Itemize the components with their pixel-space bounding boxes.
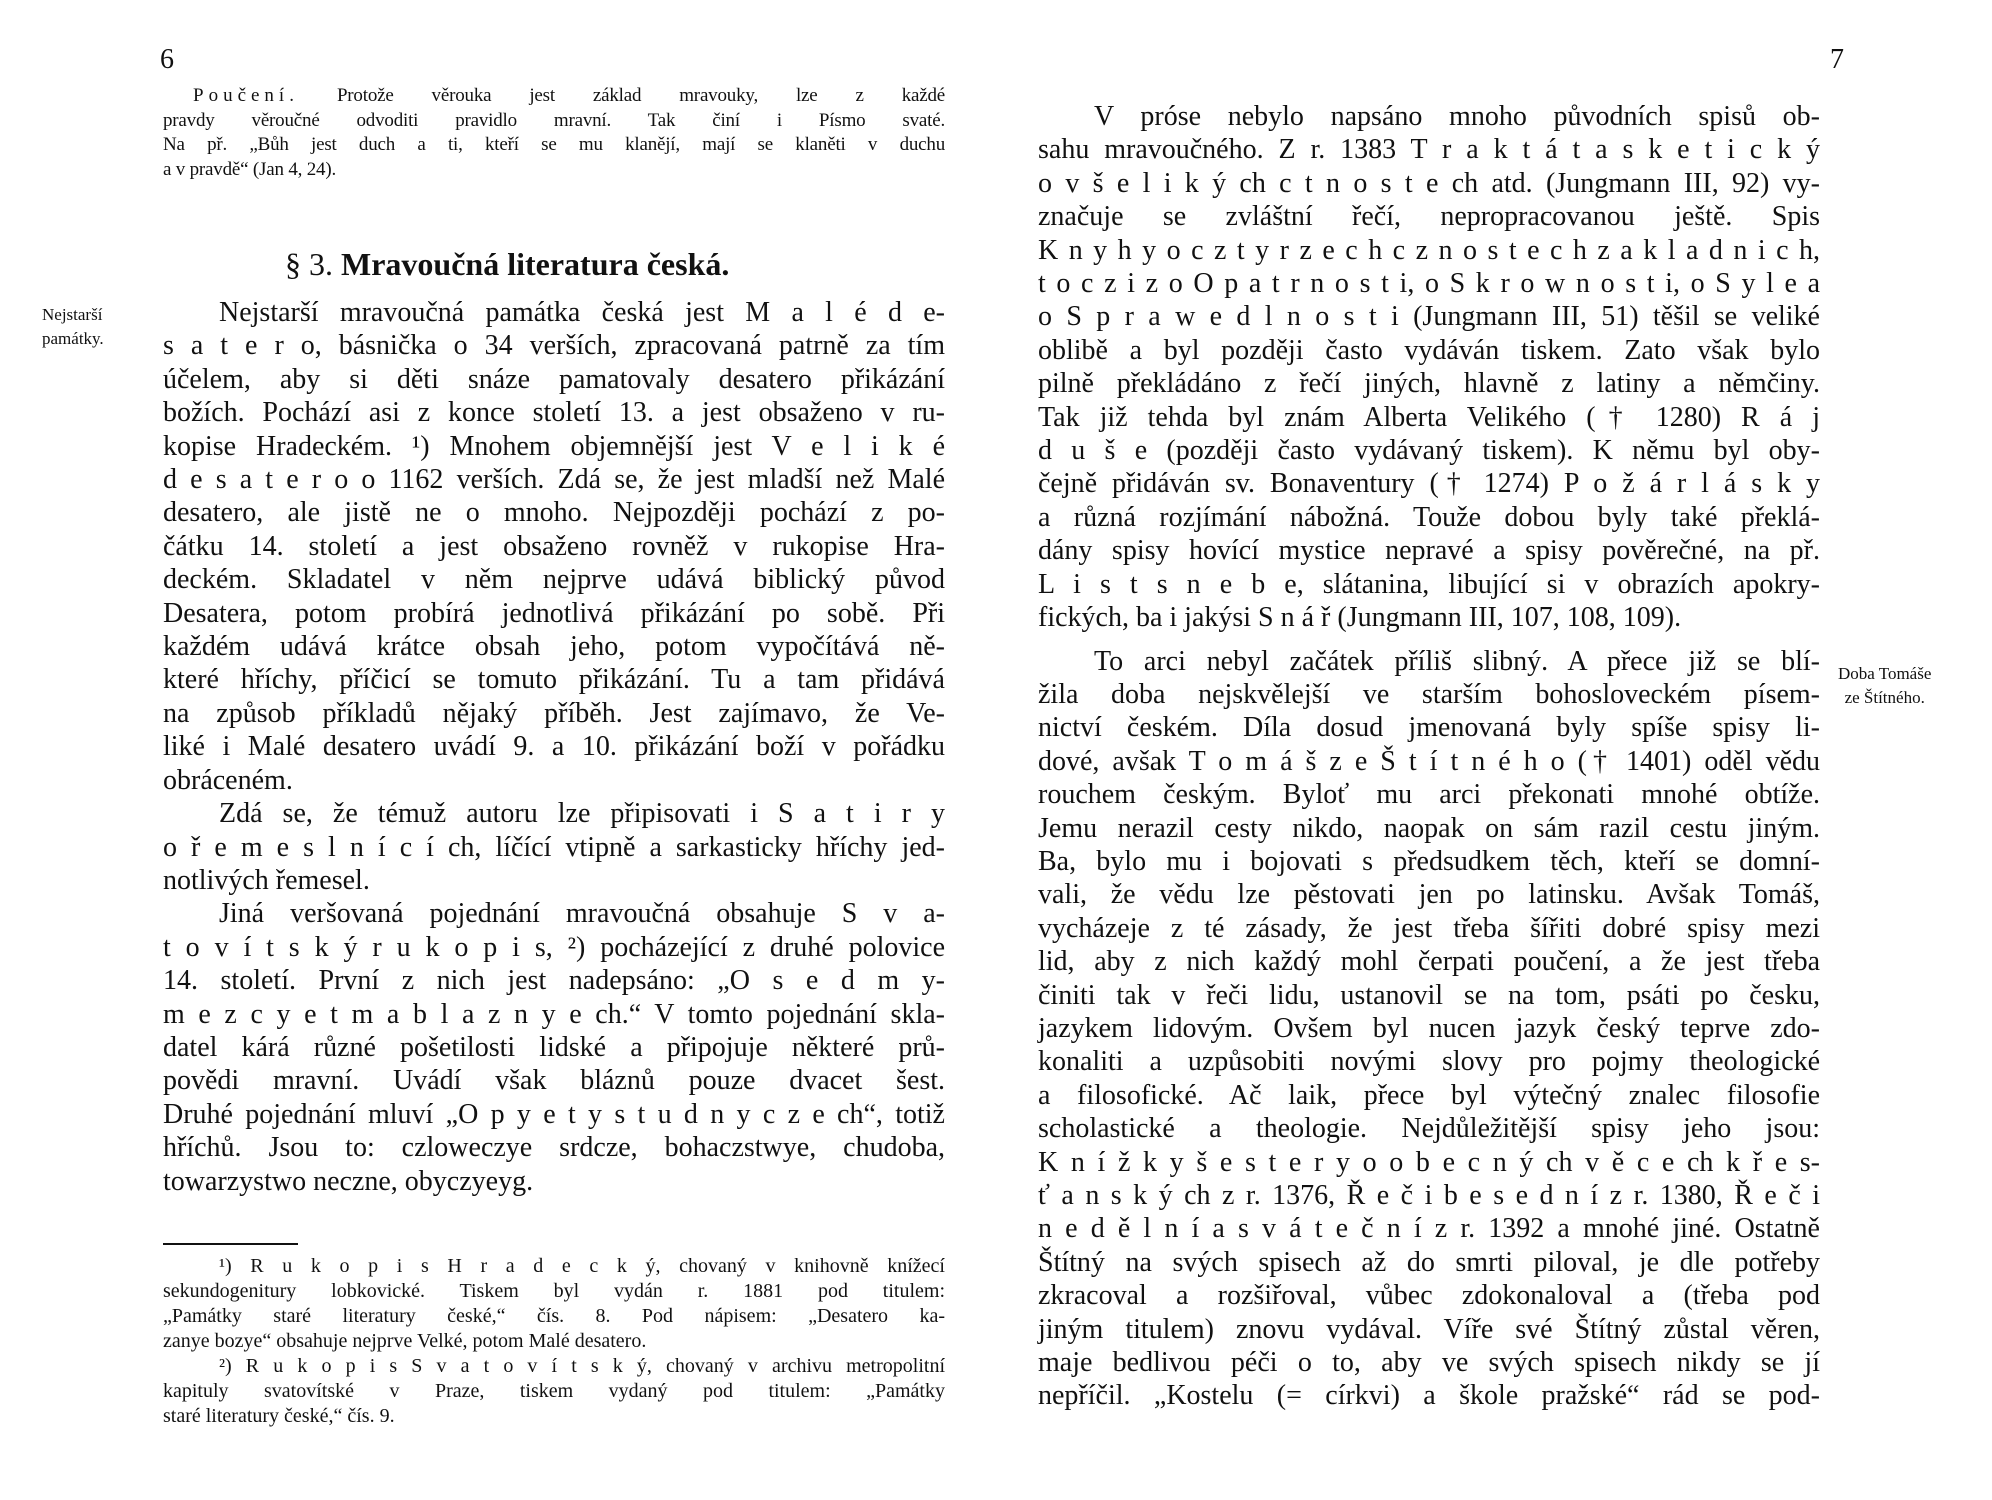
text-line: nictví českém. Díla dosud jmenovaná byly spíše spisy li- <box>1038 712 1820 744</box>
text-line: fických, ba i jakýsi S n á ř (Jungmann III, 107, 108, 109). <box>1038 602 1682 634</box>
text-line: t o v í t s k ý r u k o p i s, ²) pocházející z druhé polovice <box>163 931 945 963</box>
text-line: a v pravdě“ (Jan 4, 24). <box>163 158 336 180</box>
text-line: zanye bozye“ obsahuje nejprve Velké, potom Malé desatero. <box>163 1330 647 1352</box>
text-line: desatero, ale jistě ne o mnoho. Nejpozději pochází z po- <box>163 497 945 529</box>
text-line: lid, aby z nich každý mohl čerpati poučení, a že jest třeba <box>1038 946 1820 978</box>
text-line: které hříchy, příčicí se tomuto přikázání. Tu a tam přidává <box>163 664 945 696</box>
text-line: ²) R u k o p i s S v a t o v í t s k ý, chovaný v archivu metropolitní <box>219 1355 945 1377</box>
text-line: sahu mravoučného. Z r. 1383 T r a k t á t a s k e t i c k ý <box>1038 134 1820 166</box>
text-line: značuje se zvláštní řečí, nepropracovanou ještě. Spis <box>1038 201 1820 233</box>
text-line: čejně přidáván sv. Bonaventury († 1274) P o ž á r l á s k y <box>1038 468 1820 500</box>
text-line: liké i Malé desatero uvádí 9. a 10. přikázání boží v pořádku <box>163 731 945 763</box>
text-line: Druhé pojednání mluví „O p y e t y s t u d n y c z e ch“, totiž <box>163 1098 945 1130</box>
text-line: pravdy věroučné odvoditi pravidlo mravní. Tak činí i Písmo svaté. <box>163 109 945 131</box>
text-line: „Památky staré literatury české,“ čís. 8. Pod nápisem: „Desatero ka- <box>163 1305 945 1327</box>
text-line: Štítný na svých spisech až do smrti piloval, je dle potřeby <box>1038 1246 1820 1278</box>
body-text <box>1038 100 1820 1413</box>
section-title: Mravoučná literatura česká. <box>341 246 730 282</box>
text-line: povědi mravní. Uvádí však bláznů pouze dvacet šest. <box>163 1065 945 1097</box>
page-number: 6 <box>160 44 174 75</box>
text-line: d u š e (později často vydávaný tiskem). K němu byl oby- <box>1038 435 1820 467</box>
text-line: d e s a t e r o o 1162 verších. Zdá se, že jest mladší než Malé <box>163 464 945 496</box>
paragraph <box>163 296 945 797</box>
text-line: Na př. „Bůh jest duch a ti, kteří se mu klanějí, mají se klaněti v duchu <box>163 134 945 155</box>
text-line: na způsob příkladů nějaký příběh. Jest zajímavo, že Ve- <box>163 697 945 729</box>
paragraph <box>1038 100 1820 635</box>
paragraph <box>163 797 945 897</box>
text-line: ¹) R u k o p i s H r a d e c k ý, chovaný v knihovně knížecí <box>219 1255 945 1277</box>
text-line: božích. Pochází asi z konce století 13. a jest obsaženo v ru- <box>163 397 945 429</box>
text-line: a filosofické. Ač laik, přece byl výtečný znalec filosofie <box>1038 1079 1820 1111</box>
text-line: Jemu nerazil cesty nikdo, naopak on sám razil cestu jiným. <box>1038 812 1820 844</box>
text-line: V próse nebylo napsáno mnoho původních spisů ob- <box>1094 101 1820 132</box>
text-line: a různá rozjímání nábožná. Touže dobou byly také překlá- <box>1038 501 1820 533</box>
text-line: každém udává krátce obsah jeho, potom vypočítává ně- <box>163 631 945 663</box>
text-line: vali, že vědu lze pěstovati jen po latinsku. Avšak Tomáš, <box>1038 879 1820 911</box>
text-line: účelem, aby si děti snáze pamatovaly desatero přikázání <box>163 363 945 395</box>
text-line: sekundogenitury lobkovické. Tiskem byl vydán r. 1881 pod titulem: <box>163 1280 945 1302</box>
text-line: Zdá se, že témuž autoru lze připisovati i S a t i r y <box>219 798 945 830</box>
lesson-paragraph <box>163 84 945 182</box>
paragraph <box>1038 645 1820 1413</box>
text-line: Poučení. Protože věrouka jest základ mravouky, lze z každé <box>193 85 945 106</box>
text-line: jazykem lidovým. Ovšem byl nucen jazyk český teprve zdo- <box>1038 1012 1820 1044</box>
text-line: Tak již tehda byl znám Alberta Velikého († 1280) R á j <box>1038 401 1820 433</box>
footnotes <box>163 1254 945 1429</box>
text-line: rouchem českým. Byloť mu arci překonati mnohé obtíže. <box>1038 779 1820 811</box>
text-line: deckém. Skladatel v něm nejprve udává biblický původ <box>163 564 945 596</box>
text-line: Desatera, potom probírá jednotlivá přikázání po sobě. Při <box>163 597 945 629</box>
text-line: dové, avšak T o m á š z e Š t í t n é h o († 1401) oděl vědu <box>1038 745 1820 777</box>
paragraph <box>163 897 945 1198</box>
lesson-label: Poučení. <box>193 85 299 106</box>
footnote-1 <box>163 1254 945 1354</box>
text-line: konaliti a uzpůsobiti novými slovy pro pojmy theologické <box>1038 1046 1820 1078</box>
text-line: vycházeje z té zásady, že jest třeba šířiti dobré spisy mezi <box>1038 912 1820 944</box>
text-line: hříchů. Jsou to: czloweczye srdcze, bohaczstwye, chudoba, <box>163 1132 945 1164</box>
text-line: čátku 14. století a jest obsaženo rovněž v rukopise Hra- <box>163 530 945 562</box>
text-line: Jiná veršovaná pojednání mravoučná obsahuje S v a- <box>219 898 945 930</box>
margin-note: Nejstarší památky. <box>42 305 104 348</box>
page-number: 7 <box>1830 44 1844 75</box>
footnote-divider <box>163 1243 298 1245</box>
text-line: staré literatury české,“ čís. 9. <box>163 1405 395 1427</box>
text-line: obráceném. <box>163 764 293 796</box>
text-line: notlivých řemesel. <box>163 864 370 896</box>
text-line: o v š e l i k ý ch c t n o s t e ch atd. (Jungmann III, 92) vy- <box>1038 167 1820 199</box>
text-line: To arci nebyl začátek příliš slibný. A přece již se blí- <box>1094 645 1820 677</box>
text-line: činiti tak v řeči lidu, ustanovil se na tom, psáti po česku, <box>1038 979 1820 1011</box>
footnote-2 <box>163 1354 945 1429</box>
text-line: maje bedlivou péči o to, aby ve svých spisech nikdy se jí <box>1038 1347 1820 1379</box>
text-line: jiným titulem) znovu vydával. Víře své Štítný zůstal věren, <box>1038 1313 1820 1345</box>
text-line: Ba, bylo mu i bojovati s předsudkem těch, kteří se domní- <box>1038 845 1820 877</box>
text-line: ť a n s k ý ch z r. 1376, Ř e č i b e s e d n í z r. 1380, Ř e č i <box>1038 1180 1820 1211</box>
text-line: datel kárá různé pošetilosti lidské a připojuje některé prů- <box>163 1031 945 1063</box>
text-line: oblibě a byl později často vydáván tiskem. Zato však bylo <box>1038 334 1820 366</box>
text-line: scholastické a theologie. Nejdůležitější spisy jeho jsou: <box>1038 1113 1820 1145</box>
text-line: kopise Hradeckém. ¹) Mnohem objemnější jest V e l i k é <box>163 430 945 462</box>
text-line: s a t e r o, básnička o 34 verších, zpracovaná patrně za tím <box>163 330 945 362</box>
text-line: t o c z i z o O p a t r n o s t i, o S k r o w n o s t i, o S y l e a <box>1038 268 1820 300</box>
margin-note: Doba Tomáše ze Štítného. <box>1838 664 1932 707</box>
text-line: K n y h y o c z t y r z e c h c z n o s t e c h z a k l a d n i c h, <box>1038 234 1820 266</box>
text-line: žila doba nejskvělejší ve starším bohosloveckém písem- <box>1038 678 1820 710</box>
section-number: § 3. <box>285 246 333 282</box>
text-line: o ř e m e s l n í c í ch, líčící vtipně a sarkasticky hříchy jed- <box>163 831 945 863</box>
text-line: 14. století. První z nich jest nadepsáno: „O s e d m y- <box>163 965 945 997</box>
section-heading <box>285 246 729 283</box>
text-line: nepříčil. „Kostelu (= církvi) a škole pražské“ rád se pod- <box>1038 1380 1820 1412</box>
text-line: L i s t s n e b e, slátanina, libující si v obrazích apokry- <box>1038 568 1820 600</box>
text-line: zkracoval a rozšiřoval, vůbec zdokonaloval a (třeba pod <box>1038 1280 1820 1312</box>
text-line: Nejstarší mravoučná památka česká jest M a l é d e- <box>219 297 945 328</box>
text-line: pilně překládáno z řečí jiných, hlavně z latiny a němčiny. <box>1038 368 1820 400</box>
text-line: dány spisy hovící mystice nepravé a spisy pověrečné, na př. <box>1038 535 1820 567</box>
text-line: kapituly svatovítské v Praze, tiskem vydaný pod titulem: „Památky <box>163 1380 945 1402</box>
right-page <box>996 0 1992 1500</box>
text-line: n e d ě l n í a s v á t e č n í z r. 1392 a mnohé jiné. Ostatně <box>1038 1213 1820 1245</box>
paragraph-gap <box>1038 635 1820 645</box>
text-line: m e z c y e t m a b l a z n y e ch.“ V tomto pojednání skla- <box>163 998 945 1030</box>
text-line: K n í ž k y š e s t e r y o o b e c n ý ch v ě c e ch k ř e s- <box>1038 1146 1820 1178</box>
body-text <box>163 296 945 1198</box>
text-line: towarzystwo neczne, obyczyeyg. <box>163 1165 534 1197</box>
text-line: o S p r a w e d l n o s t i (Jungmann III, 51) těšil se veliké <box>1038 301 1820 333</box>
